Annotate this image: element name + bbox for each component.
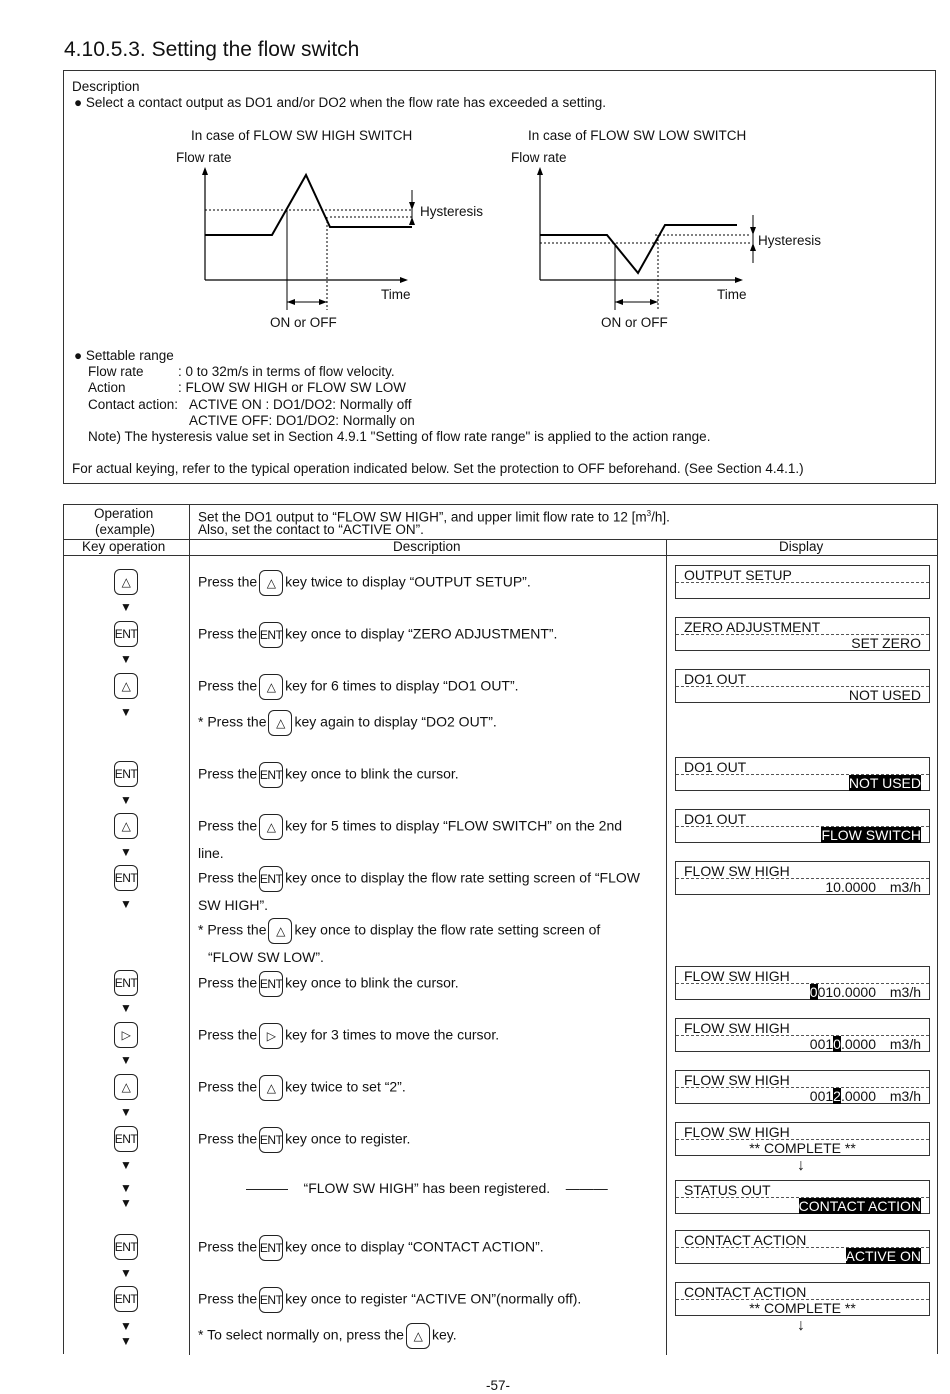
step-6-note: * Press the △ key once to display the flow rate setting screen of bbox=[198, 918, 600, 944]
right-key-icon: ▷ bbox=[114, 1022, 138, 1048]
graph-low-hysteresis: Hysteresis bbox=[758, 233, 822, 248]
up-key-icon: △ bbox=[259, 1075, 283, 1101]
up-key-icon: △ bbox=[268, 710, 292, 736]
ent-key-icon: ENT bbox=[259, 971, 283, 997]
col-key-header: Key operation bbox=[82, 539, 166, 554]
down-arrow-icon: ▼ bbox=[120, 897, 132, 911]
up-key-icon: △ bbox=[114, 1074, 138, 1100]
down-arrow-icon: ↓ bbox=[797, 1157, 805, 1174]
step-3-note: * Press the △ key again to display “DO2 OUT”. bbox=[198, 710, 497, 736]
down-arrow-icon: ▼ bbox=[120, 845, 132, 859]
ent-key-icon: ENT bbox=[259, 866, 283, 892]
section-title: 4.10.5.3. Setting the flow switch bbox=[64, 38, 360, 61]
down-arrow-icon: ↓ bbox=[797, 1317, 805, 1334]
display-contact-action: CONTACT ACTION ACTIVE ON bbox=[675, 1230, 930, 1264]
up-key-icon: △ bbox=[114, 569, 138, 595]
step-6: Press the ENT key once to display the flow rate setting screen of “FLOW bbox=[198, 866, 640, 892]
graph-high-caption: In case of FLOW SW HIGH SWITCH bbox=[191, 128, 413, 143]
step-5-line2: line. bbox=[198, 845, 224, 861]
step-10: Press the ENT key once to register. bbox=[198, 1127, 410, 1153]
ent-key-icon: ENT bbox=[114, 865, 138, 891]
down-arrow-icon: ▼ bbox=[120, 1181, 132, 1195]
display-zero-adjustment: ZERO ADJUSTMENT SET ZERO bbox=[675, 617, 930, 651]
operation-label: Operation bbox=[94, 506, 154, 521]
right-key-icon: ▷ bbox=[259, 1023, 283, 1049]
down-arrow-icon: ▼ bbox=[120, 793, 132, 807]
col-display-header: Display bbox=[779, 539, 824, 554]
down-arrow-icon: ▼ bbox=[120, 1053, 132, 1067]
operation-example-label: (example) bbox=[95, 522, 156, 537]
display-flow-sw-high-complete: FLOW SW HIGH ** COMPLETE ** bbox=[675, 1122, 930, 1156]
display-status-out: STATUS OUT CONTACT ACTION bbox=[675, 1180, 930, 1214]
display-flow-sw-high-set-2: FLOW SW HIGH 0012.0000 m3/h bbox=[675, 1070, 930, 1104]
ent-key-icon: ENT bbox=[114, 1234, 138, 1260]
step-2: Press the ENT key once to display “ZERO ADJUSTMENT”. bbox=[198, 622, 557, 648]
ent-key-icon: ENT bbox=[114, 1286, 138, 1312]
step-6-line2: SW HIGH”. bbox=[198, 897, 268, 913]
page-number: -57- bbox=[486, 1378, 511, 1393]
up-key-icon: △ bbox=[259, 814, 283, 840]
step-7: Press the ENT key once to blink the cursor. bbox=[198, 971, 459, 997]
down-arrow-icon: ▼ bbox=[120, 1319, 132, 1333]
col-description-header: Description bbox=[393, 539, 461, 554]
description-heading: Description bbox=[72, 79, 140, 94]
display-flow-sw-high: FLOW SW HIGH 10.0000 m3/h bbox=[675, 861, 930, 895]
ent-key-icon: ENT bbox=[114, 761, 138, 787]
up-key-icon: △ bbox=[114, 673, 138, 699]
operation-text-1: Set the DO1 output to “FLOW SW HIGH”, and upper limit flow rate to 12 $[m^3/h]$. bbox=[198, 509, 670, 525]
step-3: Press the △ key for 6 times to display “DO1 OUT”. bbox=[198, 674, 519, 700]
graph-low-caption: In case of FLOW SW LOW SWITCH bbox=[528, 128, 747, 143]
range-contact-label: Contact action: bbox=[88, 397, 179, 412]
display-flow-sw-high-cursor: FLOW SW HIGH 0010.0000 m3/h bbox=[675, 966, 930, 1000]
up-key-icon: △ bbox=[268, 918, 292, 944]
down-arrow-icon: ▼ bbox=[120, 1334, 132, 1348]
up-key-icon: △ bbox=[259, 570, 283, 596]
down-arrow-icon: ▼ bbox=[120, 600, 132, 614]
graph-high-xlabel: Time bbox=[381, 287, 411, 302]
down-arrow-icon: ▼ bbox=[120, 1158, 132, 1172]
down-arrow-icon: ▼ bbox=[120, 1001, 132, 1015]
step-1: Press the △ key twice to display “OUTPUT SETUP”. bbox=[198, 570, 531, 596]
ent-key-icon: ENT bbox=[259, 1287, 283, 1313]
down-arrow-icon: ▼ bbox=[120, 705, 132, 719]
down-arrow-icon: ▼ bbox=[120, 1105, 132, 1119]
graph-high-onoff: ON or OFF bbox=[270, 315, 337, 330]
up-key-icon: △ bbox=[259, 674, 283, 700]
range-contact-value-1: ACTIVE ON : DO1/DO2: Normally off bbox=[189, 397, 412, 412]
ent-key-icon: ENT bbox=[259, 1127, 283, 1153]
display-do1-out-blink: DO1 OUT NOT USED bbox=[675, 757, 930, 791]
ent-key-icon: ENT bbox=[259, 1235, 283, 1261]
graph-low-onoff: ON or OFF bbox=[601, 315, 668, 330]
bullet-1: ● Select a contact output as DO1 and/or DO2 when the flow rate has exceeded a setting. bbox=[74, 95, 606, 110]
step-13-note: * To select normally on, press the △ key. bbox=[198, 1323, 457, 1349]
step-6-note-line2: “FLOW SW LOW”. bbox=[208, 949, 324, 965]
step-8: Press the ▷ key for 3 times to move the cursor. bbox=[198, 1023, 499, 1049]
up-key-icon: △ bbox=[114, 813, 138, 839]
range-action-value: : FLOW SW HIGH or FLOW SW LOW bbox=[178, 380, 406, 395]
graph-high-ylabel: Flow rate bbox=[176, 150, 232, 165]
graph-low-ylabel: Flow rate bbox=[511, 150, 567, 165]
step-4: Press the ENT key once to blink the cursor. bbox=[198, 762, 459, 788]
ent-key-icon: ENT bbox=[114, 1126, 138, 1152]
range-flowrate-value: : 0 to 32m/s in terms of flow velocity. bbox=[178, 364, 395, 379]
ent-key-icon: ENT bbox=[114, 621, 138, 647]
display-do1-out: DO1 OUT NOT USED bbox=[675, 669, 930, 703]
down-arrow-icon: ▼ bbox=[120, 1266, 132, 1280]
range-heading: ● Settable range bbox=[74, 348, 174, 363]
ent-key-icon: ENT bbox=[259, 762, 283, 788]
step-5: Press the △ key for 5 times to display “FLOW SWITCH” on the 2nd bbox=[198, 814, 622, 840]
range-note: Note) The hysteresis value set in Section 4.9.1 "Setting of flow rate range" is applied to the action range. bbox=[88, 429, 711, 444]
graph-low-xlabel: Time bbox=[717, 287, 747, 302]
display-flow-sw-high-cursor-moved: FLOW SW HIGH 0010.0000 m3/h bbox=[675, 1018, 930, 1052]
operation-text-2: Also, set the contact to “ACTIVE ON”. bbox=[198, 522, 424, 537]
step-12: Press the ENT key once to display “CONTACT ACTION”. bbox=[198, 1235, 544, 1261]
down-arrow-icon: ▼ bbox=[120, 652, 132, 666]
ent-key-icon: ENT bbox=[259, 622, 283, 648]
range-contact-value-2: ACTIVE OFF: DO1/DO2: Normally on bbox=[189, 413, 415, 428]
range-action-label: Action bbox=[88, 380, 126, 395]
down-arrow-icon: ▼ bbox=[120, 1196, 132, 1210]
step-11-registered: ——— “FLOW SW HIGH” has been registered. ——— bbox=[246, 1180, 608, 1196]
step-9: Press the △ key twice to set “2”. bbox=[198, 1075, 406, 1101]
display-contact-action-complete: CONTACT ACTION ** COMPLETE ** bbox=[675, 1282, 930, 1316]
display-do1-flow-switch: DO1 OUT FLOW SWITCH bbox=[675, 809, 930, 843]
display-output-setup: OUTPUT SETUP bbox=[675, 565, 930, 599]
graph-high-hysteresis: Hysteresis bbox=[420, 204, 484, 219]
up-key-icon: △ bbox=[406, 1323, 430, 1349]
ent-key-icon: ENT bbox=[114, 970, 138, 996]
description-footer: For actual keying, refer to the typical operation indicated below. Set the protection to OFF beforehand. (See Section 4.4.1.) bbox=[72, 461, 804, 476]
range-flowrate-label: Flow rate bbox=[88, 364, 144, 379]
step-13: Press the ENT key once to register “ACTIVE ON”(normally off). bbox=[198, 1287, 581, 1313]
